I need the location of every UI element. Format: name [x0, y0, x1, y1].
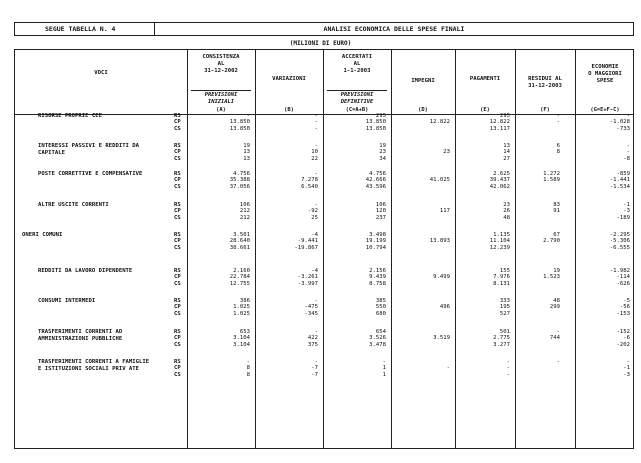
- cell-g: -152 -6 -202: [616, 329, 630, 348]
- cell-e: 2.625 39.437 42.062: [489, 171, 510, 190]
- cell-d: 13.893: [429, 238, 450, 245]
- cell-d: 41.025: [429, 177, 450, 184]
- cell-a: 653 3.104 3.104: [233, 329, 250, 348]
- col-letter-a: (A): [216, 107, 226, 113]
- cell-e: 295 12.822 13.117: [489, 113, 510, 132]
- cell-c: 385 550 680: [375, 298, 386, 317]
- cell-f: 1.272 1.589: [543, 171, 560, 184]
- cell-d: 23: [443, 149, 450, 156]
- table-title: ANALISI ECONOMICA DELLE SPESE FINALI: [323, 25, 465, 33]
- cell-b: - 7.278 6.540: [301, 171, 318, 190]
- cell-b: - -475 -345: [304, 298, 318, 317]
- col-header-variazioni: VARIAZIONI: [272, 76, 306, 82]
- cell-g: -2.295 -5.306 -6.555: [609, 232, 630, 251]
- unit-label: (MILIONI DI EURO): [289, 40, 352, 47]
- cell-f: - 744: [549, 329, 560, 342]
- cell-b: - -7 -7: [311, 359, 318, 378]
- cell-c: 19 23 34: [379, 143, 386, 162]
- cell-d: 496: [439, 304, 450, 311]
- row-label: REDDITI DA LAVORO DIPENDENTE: [38, 268, 133, 274]
- row-label: RISORSE PROPRIE CEE: [38, 113, 102, 119]
- cell-g: -1.982 -114 -626: [609, 268, 630, 287]
- cell-e: 1.135 11.104 12.239: [489, 232, 510, 251]
- row-label: TRASFERIMENTI CORRENTI A FAMIGLIE E ISTITUZIONI SOCIALI PRIV ATE: [38, 359, 150, 372]
- cell-g: - -1.028 -733: [609, 113, 630, 132]
- cell-a: 106 212 212: [239, 202, 250, 221]
- col-header-voci: VOCI: [94, 70, 108, 76]
- cell-g: -5 -56 -153: [616, 298, 630, 317]
- cell-b: - 422 375: [307, 329, 318, 348]
- col-letter-e: (E): [480, 107, 490, 113]
- col-header-residui: RESIDUI AL 31-12-2003: [528, 76, 562, 89]
- row-codes: RS CP CS: [174, 113, 181, 132]
- row-codes: RS CP CS: [174, 202, 181, 221]
- col-header-pagamenti: PAGAMENTI: [469, 76, 501, 82]
- cell-b: -4 -9.441 -19.867: [294, 232, 318, 251]
- cell-b: - 10 22: [311, 143, 318, 162]
- row-codes: RS CP CS: [174, 329, 181, 348]
- row-label: TRASFERIMENTI CORRENTI AD AMMINISTRAZIONI PUBBLICHE: [38, 329, 123, 342]
- cell-d: 117: [439, 208, 450, 215]
- cell-a: 19 13 13: [243, 143, 250, 162]
- cell-a: 386 1.025 1.025: [233, 298, 250, 317]
- cell-b: - -92 25: [307, 202, 318, 221]
- col-letter-f: (F): [540, 107, 550, 113]
- cell-c: - 1 1: [382, 359, 386, 378]
- cell-a: 4.756 35.388 37.056: [229, 171, 250, 190]
- cell-d: 9.499: [433, 274, 450, 281]
- data-table: [14, 49, 634, 449]
- col-letter-g: (G=E+F-C): [590, 107, 620, 113]
- cell-f: -: [556, 359, 560, 365]
- cell-g: - -1 -3: [623, 359, 630, 378]
- cell-b: - - -: [314, 113, 318, 132]
- row-label: ONERI COMUNI: [22, 232, 63, 238]
- row-codes: RS CP CS: [174, 143, 181, 162]
- cell-g: - - -8: [623, 143, 630, 162]
- col-header-impegni: IMPEGNI: [411, 78, 435, 84]
- col-header-economie: ECONOMIE O MAGGIORI SPESE: [588, 64, 622, 84]
- cell-f: 83 91: [553, 202, 560, 215]
- cell-g: -859 -1.441 -1.534: [609, 171, 630, 190]
- cell-c: 295 13.850 13.850: [365, 113, 386, 132]
- cell-e: 13 14 27: [503, 143, 510, 162]
- row-codes: RS CP CS: [174, 171, 181, 190]
- row-codes: RS CP CS: [174, 232, 181, 251]
- row-codes: RS CP CS: [174, 268, 181, 287]
- row-codes: RS CP CS: [174, 298, 181, 317]
- col-header-accertati: ACCERTATI AL 1-1-2003: [341, 54, 373, 74]
- cell-f: 6 8: [556, 143, 560, 156]
- col-letter-c: (C=A+B): [345, 107, 369, 113]
- cell-b: -4 -3.261 -3.997: [297, 268, 318, 287]
- cell-e: 155 7.976 8.131: [493, 268, 510, 287]
- cell-c: 106 120 237: [375, 202, 386, 221]
- cell-f: 48 299: [549, 298, 560, 311]
- cell-e: 23 26 48: [503, 202, 510, 221]
- cell-e: 501 2.775 3.277: [493, 329, 510, 348]
- cell-f: 19 1.523: [543, 268, 560, 281]
- row-label: CONSUMI INTERMEDI: [38, 298, 96, 304]
- cell-g: -1 -3 -189: [616, 202, 630, 221]
- cell-c: 3.498 19.199 10.794: [365, 232, 386, 251]
- row-label: ALTRE USCITE CORRENTI: [38, 202, 109, 208]
- cell-f: - -: [556, 113, 560, 126]
- table-reference: SEGUE TABELLA N. 4: [15, 23, 155, 35]
- col-letter-d: (D): [418, 107, 428, 113]
- cell-a: 2.160 22.784 12.755: [229, 268, 250, 287]
- cell-c: 4.756 42.666 43.596: [365, 171, 386, 190]
- cell-a: 3.501 28.640 38.661: [229, 232, 250, 251]
- cell-d: -: [446, 365, 450, 372]
- row-label: INTERESSI PASSIVI E REDDITI DA CAPITALE: [38, 143, 140, 156]
- cell-d: 12.822: [429, 119, 450, 126]
- cell-c: 654 3.526 3.478: [369, 329, 386, 348]
- row-codes: RS CP CS: [174, 359, 181, 378]
- cell-e: - - -: [506, 359, 510, 378]
- col-letter-b: (B): [284, 107, 294, 113]
- row-label: POSTE CORRETTIVE E COMPENSATIVE: [38, 171, 143, 177]
- table-title-bar: [14, 22, 634, 36]
- cell-e: 333 195 527: [499, 298, 510, 317]
- subheader-previsioni-iniziali: PREVISIONI INIZIALI: [191, 90, 251, 106]
- subheader-previsioni-definitive: PREVISIONI DEFINITIVE: [327, 90, 387, 106]
- cell-a: - 8 8: [246, 359, 250, 378]
- cell-f: 67 2.790: [543, 232, 560, 245]
- cell-d: 3.519: [433, 335, 450, 342]
- cell-a: - 13.850 13.850: [229, 113, 250, 132]
- col-header-consistenza: CONSISTENZA AL 31-12-2002: [202, 54, 240, 74]
- cell-c: 2.156 9.439 8.758: [369, 268, 386, 287]
